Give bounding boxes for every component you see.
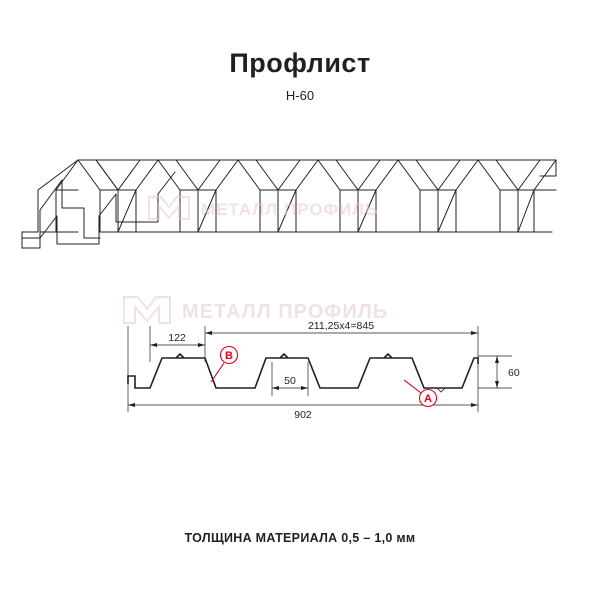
dim-height: 60	[508, 367, 520, 379]
product-model: Н-60	[285, 88, 315, 103]
dim-overall-width: 902	[294, 409, 312, 421]
dim-pitch-formula: 211,25х4=845	[307, 320, 375, 332]
corrugated-sheet-isometric-icon	[0, 120, 600, 280]
callout-b-label: B	[225, 350, 233, 362]
isometric-view	[0, 120, 600, 280]
page-title: Профлист	[229, 48, 371, 78]
callout-a	[404, 380, 437, 407]
dim-flange-width: 122	[168, 332, 186, 344]
section-view	[0, 300, 600, 445]
corrugated-sheet-section-icon	[0, 300, 600, 445]
callout-b	[211, 347, 238, 383]
callout-a-label: A	[424, 393, 432, 405]
svg-text:МЕТАЛЛ ПРОФИЛЬ: МЕТАЛЛ ПРОФИЛЬ	[182, 301, 389, 323]
svg-text:МЕТАЛЛ ПРОФИЛЬ: МЕТАЛЛ ПРОФИЛЬ	[201, 200, 379, 219]
thickness-note: ТОЛЩИНА МАТЕРИАЛА 0,5 – 1,0 мм	[184, 531, 416, 545]
dim-rib-top: 50	[284, 375, 296, 387]
